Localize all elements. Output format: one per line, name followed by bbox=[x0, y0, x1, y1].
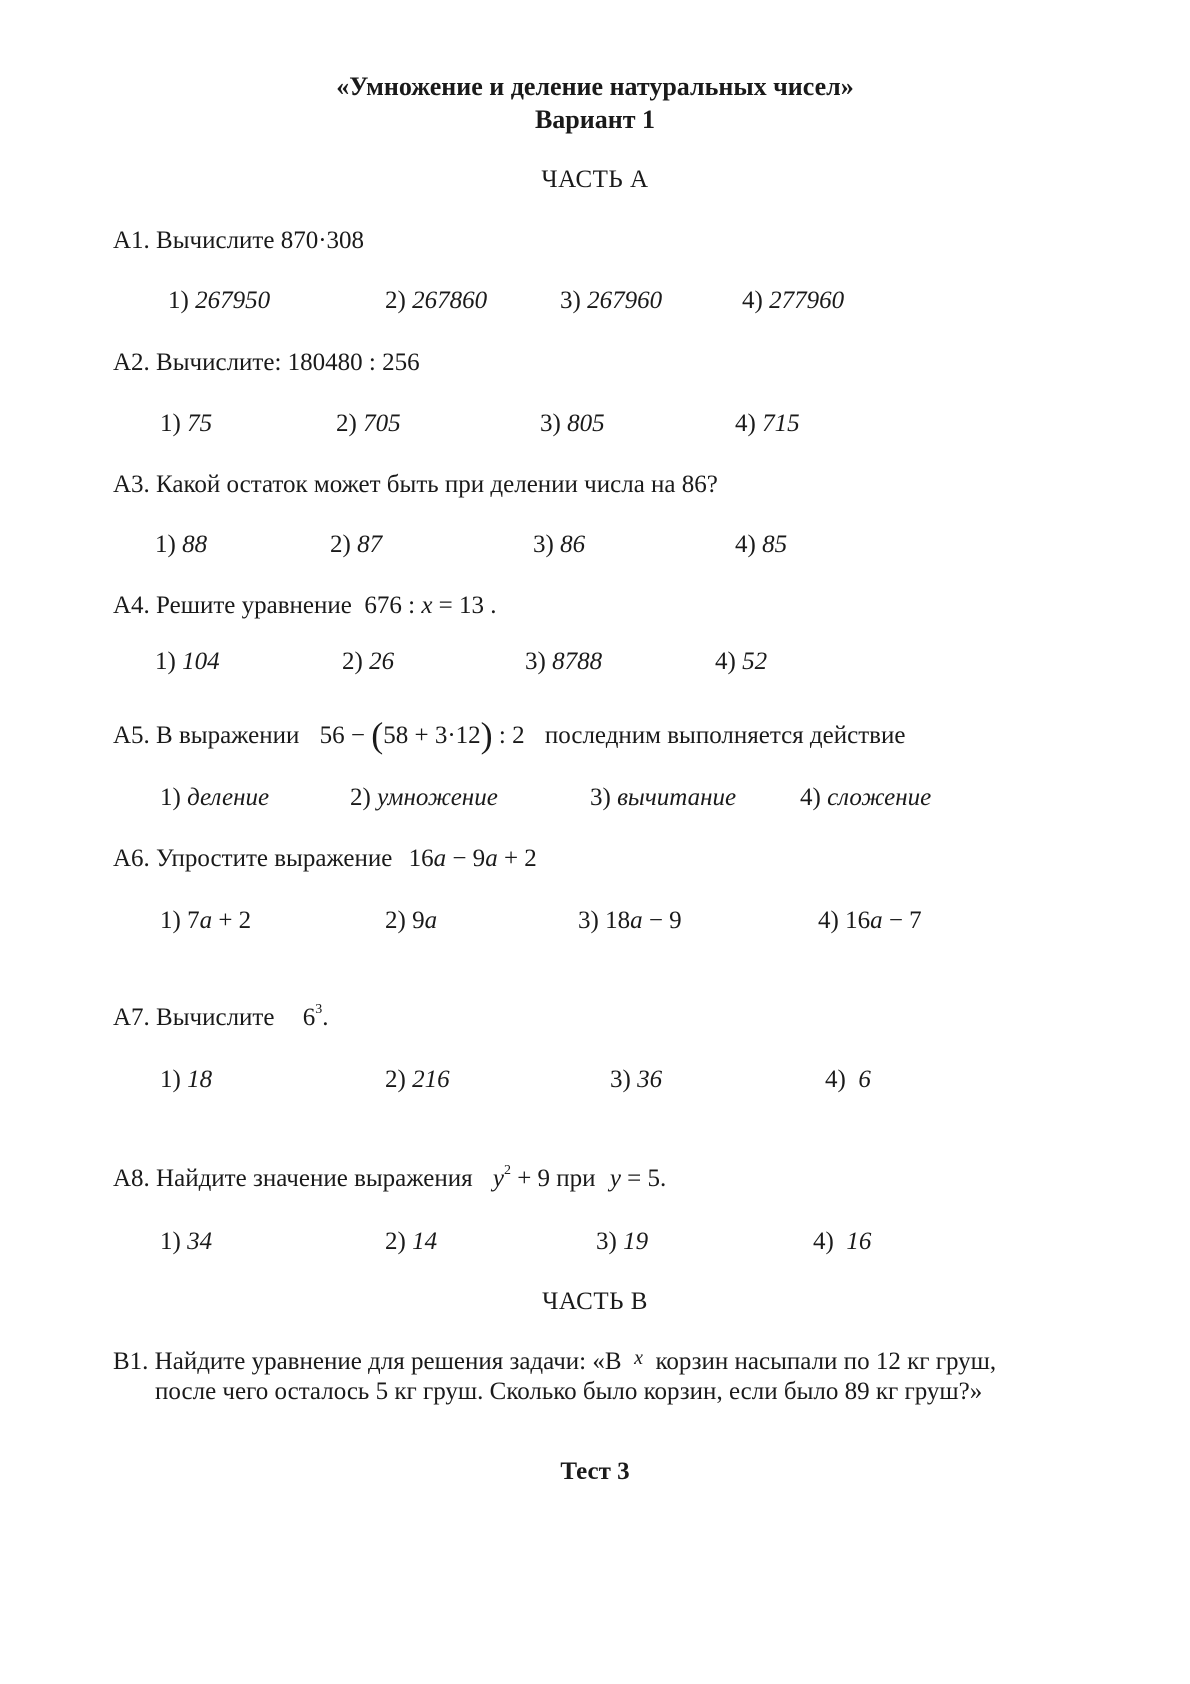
question-a7-expression: $6^3$. bbox=[302, 1002, 329, 1031]
question-a2 bbox=[113, 349, 420, 377]
option-a7-1: 1) 18 bbox=[160, 1066, 213, 1093]
question-a5 bbox=[113, 714, 905, 756]
question-a8-label: А8. Найдите значение выражения bbox=[113, 1165, 473, 1192]
question-a5-label: А5. В выражении bbox=[113, 722, 300, 749]
option-a2-2: 2) 705 bbox=[336, 410, 401, 437]
option-a3-2: 2) 87 bbox=[330, 531, 383, 558]
question-a3 bbox=[113, 471, 718, 499]
question-a3-label: А3. Какой остаток может быть при делении числа на 86? bbox=[113, 471, 718, 498]
option-a7-4: 4) 6 bbox=[825, 1066, 871, 1093]
question-b1-line2: после чего осталось 5 кг груш. Сколько было корзин, если было 89 кг груш?» bbox=[155, 1378, 983, 1405]
option-a5-1: 1) деление bbox=[160, 784, 270, 811]
variant-label: Вариант 1 bbox=[534, 105, 656, 134]
option-a4-1: 1) 104 bbox=[155, 648, 220, 675]
question-a6-label: А6. Упростите выражение bbox=[113, 845, 393, 872]
question-b1-variable: x bbox=[634, 1347, 643, 1369]
question-a4-label: А4. Решите уравнение bbox=[113, 592, 352, 619]
question-a6 bbox=[113, 845, 537, 873]
question-a5-expression: 56 − (58 + 3·12) : 2 bbox=[319, 715, 525, 755]
option-a2-3: 3) 805 bbox=[540, 410, 605, 437]
question-a7 bbox=[113, 1002, 328, 1032]
option-a5-2: 2) умножение bbox=[350, 784, 498, 811]
part-a-heading: ЧАСТЬ А bbox=[541, 166, 649, 193]
option-a1-3: 3) 267960 bbox=[560, 287, 663, 314]
option-a1-2: 2) 267860 bbox=[385, 287, 488, 314]
option-a3-3: 3) 86 bbox=[533, 531, 586, 558]
option-a7-2: 2) 216 bbox=[385, 1066, 450, 1093]
option-a2-1: 1) 75 bbox=[160, 410, 213, 437]
option-a4-4: 4) 52 bbox=[715, 648, 768, 675]
question-a1-label: А1. Вычислите bbox=[113, 227, 275, 254]
option-a8-2: 2) 14 bbox=[385, 1228, 438, 1255]
part-b-heading: ЧАСТЬ В bbox=[542, 1288, 648, 1315]
question-a4-expression: 676 : x = 13 . bbox=[364, 592, 497, 619]
question-a4 bbox=[113, 592, 497, 620]
option-a3-1: 1) 88 bbox=[155, 531, 208, 558]
question-a7-label: А7. Вычислите bbox=[113, 1004, 275, 1031]
question-a1-expression: 870·308 bbox=[280, 227, 365, 254]
document-title: «Умножение и деление натуральных чисел» bbox=[336, 72, 854, 101]
question-a2-label: А2. Вычислите: bbox=[113, 349, 282, 376]
option-a6-4: 4) 16a − 7 bbox=[818, 907, 922, 934]
question-a8 bbox=[113, 1163, 666, 1193]
option-a1-1: 1) 267950 bbox=[168, 287, 271, 314]
option-a4-3: 3) 8788 bbox=[525, 648, 603, 675]
question-a8-condition: y = 5. bbox=[609, 1165, 667, 1192]
question-a1 bbox=[113, 227, 364, 255]
option-a5-3: 3) вычитание bbox=[590, 784, 737, 811]
option-a4-2: 2) 26 bbox=[342, 648, 395, 675]
question-a2-expression: 180480 : 256 bbox=[287, 349, 420, 376]
option-a5-4: 4) сложение bbox=[800, 784, 932, 811]
option-a2-4: 4) 715 bbox=[735, 410, 800, 437]
option-a8-4: 4) 16 bbox=[813, 1228, 872, 1255]
option-a6-2: 2) 9a bbox=[385, 907, 438, 934]
option-a8-3: 3) 19 bbox=[596, 1228, 649, 1255]
question-a8-expression: $y^2 + 9$ bbox=[492, 1163, 551, 1192]
question-a5-tail: последним выполняется действие bbox=[544, 722, 906, 749]
question-a6-expression: 16a − 9a + 2 bbox=[408, 845, 537, 872]
question-a8-mid: при bbox=[556, 1165, 596, 1192]
option-a6-3: 3) 18a − 9 bbox=[578, 907, 682, 934]
option-a8-1: 1) 34 bbox=[160, 1228, 213, 1255]
option-a7-3: 3) 36 bbox=[610, 1066, 663, 1093]
option-a6-1: 1) 7a + 2 bbox=[160, 907, 252, 934]
option-a1-4: 4) 277960 bbox=[742, 287, 845, 314]
option-a3-4: 4) 85 bbox=[735, 531, 788, 558]
test-number-footer: Тест 3 bbox=[560, 1458, 630, 1485]
question-b1-line1: В1. Найдите уравнение для решения задачи: «В $^x$ корзин насыпали по 12 кг груш, bbox=[113, 1347, 997, 1375]
